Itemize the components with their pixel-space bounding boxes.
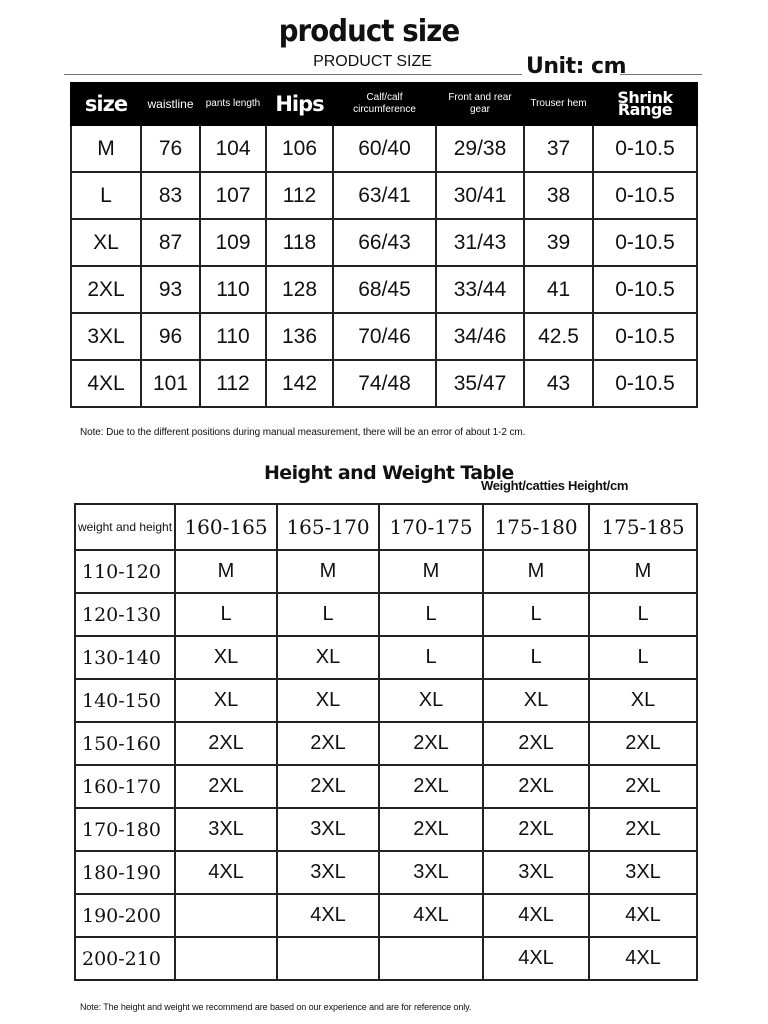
- hw-size-cell: [175, 937, 277, 980]
- hw-weight-cell: 190-200: [75, 894, 175, 937]
- hw-weight-cell: 140-150: [75, 679, 175, 722]
- hw-table-row: [75, 593, 697, 636]
- size-value-cell: 109: [200, 219, 266, 266]
- hw-size-cell: L: [483, 636, 589, 679]
- size-label-cell: 2XL: [71, 266, 141, 313]
- size-value-cell: 43: [524, 360, 593, 407]
- hw-size-cell: XL: [589, 679, 697, 722]
- size-value-cell: 0-10.5: [593, 360, 697, 407]
- hw-size-cell: 2XL: [483, 808, 589, 851]
- size-value-cell: 106: [266, 125, 333, 172]
- hw-size-cell: XL: [277, 636, 379, 679]
- hw-table-row: [75, 722, 697, 765]
- hw-size-cell: L: [483, 593, 589, 636]
- size-value-cell: 104: [200, 125, 266, 172]
- header-size: size: [71, 83, 141, 125]
- size-value-cell: 0-10.5: [593, 172, 697, 219]
- size-value-cell: 110: [200, 313, 266, 360]
- size-value-cell: 128: [266, 266, 333, 313]
- size-value-cell: 30/41: [436, 172, 524, 219]
- measurement-note: Note: Due to the different positions during manual measurement, there will be an error of about 1-2 cm.: [80, 427, 526, 438]
- hw-size-cell: L: [277, 593, 379, 636]
- size-value-cell: 42.5: [524, 313, 593, 360]
- hw-weight-cell: 200-210: [75, 937, 175, 980]
- size-value-cell: 136: [266, 313, 333, 360]
- size-value-cell: 60/40: [333, 125, 436, 172]
- hw-size-cell: XL: [175, 636, 277, 679]
- hw-size-cell: [379, 937, 483, 980]
- hw-height-col: 170-175: [379, 504, 483, 550]
- size-label-cell: XL: [71, 219, 141, 266]
- hw-size-cell: 2XL: [589, 722, 697, 765]
- size-value-cell: 110: [200, 266, 266, 313]
- size-value-cell: 107: [200, 172, 266, 219]
- hw-size-cell: XL: [483, 679, 589, 722]
- hw-size-cell: XL: [379, 679, 483, 722]
- size-value-cell: 35/47: [436, 360, 524, 407]
- hw-table-row: [75, 765, 697, 808]
- hw-height-col: 175-185: [589, 504, 697, 550]
- hw-size-cell: XL: [277, 679, 379, 722]
- recommendation-note: Note: The height and weight we recommend are based on our experience and are for reference only.: [80, 1002, 472, 1012]
- page-subtitle: PRODUCT SIZE: [313, 53, 432, 70]
- size-label-cell: 4XL: [71, 360, 141, 407]
- hw-size-cell: 2XL: [483, 765, 589, 808]
- hw-size-cell: [175, 894, 277, 937]
- size-value-cell: 0-10.5: [593, 313, 697, 360]
- hw-table-row: [75, 636, 697, 679]
- size-value-cell: 93: [141, 266, 200, 313]
- hw-size-cell: 2XL: [483, 722, 589, 765]
- hw-weight-cell: 150-160: [75, 722, 175, 765]
- height-weight-table: [74, 503, 698, 981]
- hw-size-cell: 2XL: [277, 765, 379, 808]
- hw-height-col: 175-180: [483, 504, 589, 550]
- hw-size-cell: M: [277, 550, 379, 593]
- hw-table-row: [75, 894, 697, 937]
- size-value-cell: 118: [266, 219, 333, 266]
- hw-size-cell: L: [589, 636, 697, 679]
- hw-weight-cell: 180-190: [75, 851, 175, 894]
- hw-size-cell: 2XL: [589, 808, 697, 851]
- hw-size-cell: M: [483, 550, 589, 593]
- unit-label: Unit: cm: [526, 54, 627, 79]
- size-value-cell: 142: [266, 360, 333, 407]
- size-value-cell: 96: [141, 313, 200, 360]
- hw-size-cell: 3XL: [277, 808, 379, 851]
- hw-size-cell: 4XL: [589, 937, 697, 980]
- hw-size-cell: M: [589, 550, 697, 593]
- hw-size-cell: 3XL: [277, 851, 379, 894]
- header-front-rear-gear: Front and rear gear: [436, 83, 524, 125]
- hw-size-cell: L: [379, 636, 483, 679]
- hw-table-row: [75, 808, 697, 851]
- size-value-cell: 39: [524, 219, 593, 266]
- size-table-row: [71, 266, 697, 313]
- size-value-cell: 33/44: [436, 266, 524, 313]
- hw-weight-cell: 130-140: [75, 636, 175, 679]
- header-waistline: waistline: [141, 83, 200, 125]
- size-table-row: [71, 172, 697, 219]
- size-value-cell: 0-10.5: [593, 125, 697, 172]
- size-label-cell: M: [71, 125, 141, 172]
- hw-weight-cell: 110-120: [75, 550, 175, 593]
- hw-size-cell: L: [589, 593, 697, 636]
- size-value-cell: 63/41: [333, 172, 436, 219]
- hw-size-cell: 2XL: [277, 722, 379, 765]
- header-trouser-hem: Trouser hem: [524, 83, 593, 125]
- size-value-cell: 76: [141, 125, 200, 172]
- size-value-cell: 38: [524, 172, 593, 219]
- hw-size-cell: 4XL: [175, 851, 277, 894]
- size-value-cell: 0-10.5: [593, 219, 697, 266]
- hw-height-col: 160-165: [175, 504, 277, 550]
- hw-corner-label: weight and height: [75, 504, 175, 550]
- hw-size-cell: 2XL: [175, 765, 277, 808]
- hw-size-cell: 2XL: [379, 808, 483, 851]
- size-table-row: [71, 360, 697, 407]
- size-value-cell: 112: [266, 172, 333, 219]
- hw-header-row: [75, 504, 697, 550]
- title-rule-left: [64, 74, 522, 75]
- size-value-cell: 101: [141, 360, 200, 407]
- size-value-cell: 68/45: [333, 266, 436, 313]
- hw-size-cell: 4XL: [483, 894, 589, 937]
- size-value-cell: 31/43: [436, 219, 524, 266]
- size-label-cell: L: [71, 172, 141, 219]
- header-pants-length: pants length: [200, 83, 266, 125]
- hw-size-cell: 4XL: [589, 894, 697, 937]
- header-hips: Hips: [266, 83, 333, 125]
- size-value-cell: 34/46: [436, 313, 524, 360]
- header-shrink-range: Shrink Range: [593, 83, 697, 125]
- hw-weight-cell: 120-130: [75, 593, 175, 636]
- hw-size-cell: 3XL: [483, 851, 589, 894]
- size-table-row: [71, 125, 697, 172]
- hw-size-cell: XL: [175, 679, 277, 722]
- title-rule-right: [620, 74, 702, 75]
- hw-size-cell: L: [175, 593, 277, 636]
- size-value-cell: 74/48: [333, 360, 436, 407]
- size-value-cell: 87: [141, 219, 200, 266]
- hw-table-row: [75, 679, 697, 722]
- size-value-cell: 41: [524, 266, 593, 313]
- hw-size-cell: 4XL: [483, 937, 589, 980]
- hw-size-cell: [277, 937, 379, 980]
- size-label-cell: 3XL: [71, 313, 141, 360]
- size-value-cell: 29/38: [436, 125, 524, 172]
- size-value-cell: 37: [524, 125, 593, 172]
- hw-table-row: [75, 550, 697, 593]
- size-value-cell: 0-10.5: [593, 266, 697, 313]
- hw-size-cell: 2XL: [175, 722, 277, 765]
- hw-size-cell: M: [175, 550, 277, 593]
- hw-size-cell: 4XL: [277, 894, 379, 937]
- size-value-cell: 70/46: [333, 313, 436, 360]
- hw-weight-cell: 160-170: [75, 765, 175, 808]
- hw-table-row: [75, 937, 697, 980]
- hw-size-cell: 4XL: [379, 894, 483, 937]
- hw-height-col: 165-170: [277, 504, 379, 550]
- size-table-header-row: [71, 83, 697, 125]
- size-value-cell: 66/43: [333, 219, 436, 266]
- page-title: product size: [278, 14, 460, 49]
- hw-size-cell: L: [379, 593, 483, 636]
- hw-size-cell: 3XL: [379, 851, 483, 894]
- hw-weight-cell: 170-180: [75, 808, 175, 851]
- height-weight-unit: Weight/catties Height/cm: [481, 478, 629, 493]
- hw-table-row: [75, 851, 697, 894]
- size-value-cell: 112: [200, 360, 266, 407]
- hw-size-cell: 2XL: [379, 765, 483, 808]
- hw-size-cell: 2XL: [589, 765, 697, 808]
- hw-size-cell: 2XL: [379, 722, 483, 765]
- hw-size-cell: 3XL: [589, 851, 697, 894]
- header-calf-circumference: Calf/calf circumference: [333, 83, 436, 125]
- height-weight-title: Height and Weight Table: [264, 462, 514, 484]
- size-table-row: [71, 219, 697, 266]
- hw-size-cell: 3XL: [175, 808, 277, 851]
- size-value-cell: 83: [141, 172, 200, 219]
- size-table-row: [71, 313, 697, 360]
- size-chart-table: [70, 82, 698, 408]
- hw-size-cell: M: [379, 550, 483, 593]
